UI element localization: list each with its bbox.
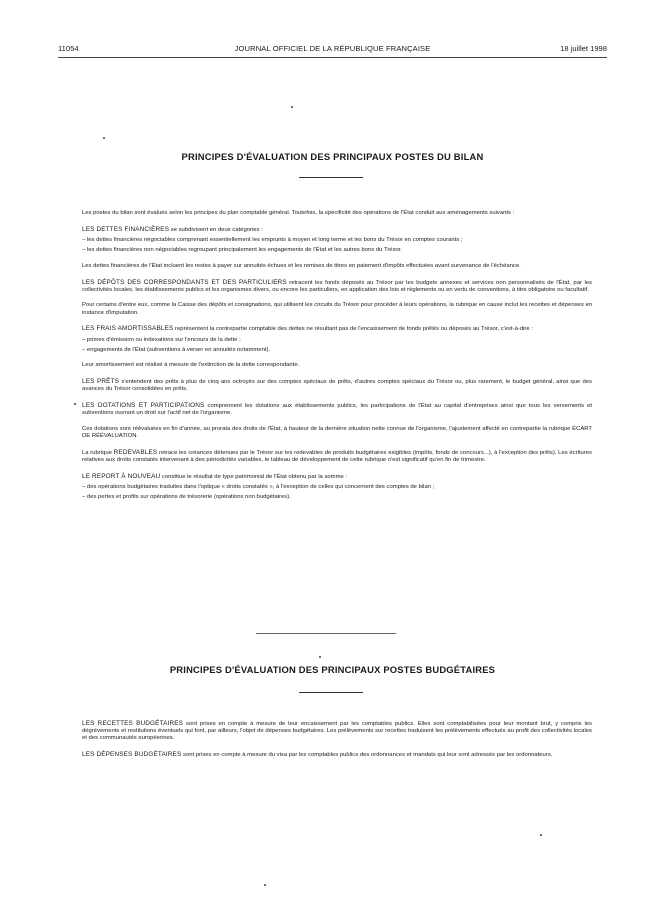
list-item: – des pertes et profits sur opérations de trésorerie (opérations non budgétaires). [82, 494, 291, 501]
title-underline [299, 177, 363, 178]
prets-heading: LES PRÊTS [82, 378, 120, 386]
section-title-bilan: PRINCIPES D'ÉVALUATION DES PRINCIPAUX POSTES DU BILAN [181, 151, 484, 162]
scan-speck [264, 884, 266, 886]
dotations-note: Ces dotations sont réévaluées en fin d'année, au prorata des droits de l'État, à hauteur de la dernière situation nette connue de l'organisme, l'ajustement affecté en contrepartie la rubrique ÉCART DE RÉÉVALUATION. [82, 425, 592, 440]
report-heading: LE REPORT À NOUVEAU [82, 472, 161, 480]
section-body-budgetaires [82, 720, 592, 768]
depots-text: retracent les fonds déposés au Trésor par les budgets annexes et services non personnalisés de l'État, par les collectivités locales, les établissements publics et les organismes divers, ou encore les particuliers, en application des lois et règlements ou en vertu de conventions, à titre obligatoire ou facultatif. [82, 279, 592, 293]
dettes-text: se subdivisent en deux catégories : [169, 226, 263, 233]
depenses-heading: LES DÉPENSES BUDGÉTAIRES [82, 751, 182, 759]
report-paragraph [82, 473, 592, 481]
redevables-heading: REDEVABLES [113, 448, 158, 456]
list-item: – les dettes financières négociables comprenant essentiellement les emprunts à moyen et long terme et les bons du Trésor en comptes courants ; [82, 236, 463, 243]
list-item: – des opérations budgétaires traduites dans l'optique « droits constatés », à l'exception de celles qui concernent des comptes de bilan ; [82, 483, 435, 490]
scan-speck [103, 137, 105, 139]
depots-note: Pour certains d'entre eux, comme la Caisse des dépôts et consignations, qui utilisent les circuits du Trésor pour procéder à leurs opérations, la rubrique en cause inclut les recettes et dépenses en instance d'imputation. [82, 302, 592, 316]
page-number: 11054 [58, 44, 79, 53]
header-rule [58, 57, 607, 58]
dettes-paragraph [82, 226, 592, 234]
report-text: constitue le résultat de type patrimonial de l'État obtenu par la somme : [160, 473, 348, 480]
scan-speck [540, 834, 542, 836]
dotations-heading: LES DOTATIONS ET PARTICIPATIONS [82, 402, 205, 410]
scan-speck [291, 106, 293, 108]
frais-paragraph [82, 325, 592, 333]
list-item: – primes d'émission ou indexations sur l'encours de la dette ; [82, 336, 241, 343]
issue-date: 18 juillet 1998 [560, 44, 607, 53]
scan-speck [319, 656, 321, 658]
recettes-text: sont prises en compte à mesure de leur encaissement par les comptables publics. Elles sont comptabilisées pour leur montant brut, y compris les dégrèvements et restitutions éventuels qui font, par ailleurs, l'objet de dépenses budgétaires. Les prélèvements sur recettes traduisent les prélèvements effectués au profit des collectivités locales et des communautés européennes. [82, 721, 593, 742]
prets-text: s'entendent des prêts à plus de cinq ans octroyés sur des comptes spéciaux de prêts, d'autres comptes spéciaux du Trésor ou, plus rarement, le budget général, ainsi que des avances du Trésor consolidées en prêts. [82, 379, 592, 393]
scan-speck [74, 403, 76, 405]
intro-paragraph: Les postes du bilan sont évalués selon les principes du plan comptable général. Toutefois, la spécificité des opérations de l'État conduit aux aménagements suivants : [82, 210, 515, 216]
dotations-paragraph [82, 402, 592, 417]
section-title-budgetaires: PRINCIPES D'ÉVALUATION DES PRINCIPAUX POSTES BUDGÉTAIRES [169, 664, 496, 675]
section-divider [256, 633, 396, 634]
frais-text: représentent la contrepartie comptable des dettes ne résultant pas de l'encaissement de fonds prêtés ou déposés au Trésor, c'est-à-dire : [173, 326, 533, 333]
depots-heading: LES DÉPÔTS DES CORRESPONDANTS ET DES PARTICULIERS [82, 278, 287, 286]
frais-note: Leur amortissement est réalisé à mesure de l'extinction de la dette correspondante. [82, 362, 300, 369]
list-item: – engagements de l'État (subventions à verser en annuités notamment). [82, 346, 271, 353]
prets-paragraph [82, 378, 592, 393]
dettes-note: Les dettes financières de l'État incluent les restes à payer sur annuités échues et les remises de titres en paiement d'impôts effectuées avant survenance de l'échéance. [82, 262, 521, 269]
depots-paragraph [82, 279, 592, 294]
depenses-paragraph [82, 751, 592, 759]
page-header [58, 44, 607, 56]
frais-heading: LES FRAIS AMORTISSABLES [82, 325, 174, 333]
recettes-paragraph [82, 720, 592, 743]
section-body-bilan [82, 210, 592, 510]
title-underline [299, 692, 363, 693]
journal-title: JOURNAL OFFICIEL DE LA RÉPUBLIQUE FRANÇAISE [234, 44, 431, 53]
dettes-heading: LES DETTES FINANCIÈRES [82, 225, 170, 233]
redevables-prefix: La rubrique [82, 449, 114, 456]
list-item: – les dettes financières non négociables regroupant principalement les engagements de l'État et les autres bons du Trésor. [82, 247, 403, 254]
recettes-heading: LES RECETTES BUDGÉTAIRES [82, 720, 184, 727]
redevables-text: retrace les créances détenues par le Trésor sur les redevables de produits budgétaires exigibles (impôts, fonds de concours...), à l'exception des prêts). Les écritures relatives aux droits constatés intervenant à des périodicités variables, le tableau de développement de cette rubrique n'est significatif qu'en fin de trimestre. [82, 449, 592, 464]
depenses-text: sont prises en compte à mesure du visa par les comptables publics des ordonnances et mandats qui leur sont adressés par les ordonnateurs. [181, 752, 553, 759]
redevables-paragraph [82, 449, 592, 464]
dotations-text: comprennent les dotations aux établissements publics, les participations de l'État au capital d'entreprises ainsi que tous les versements et subventions ouvrant un droit sur l'actif net de l'organisme. [82, 403, 592, 417]
